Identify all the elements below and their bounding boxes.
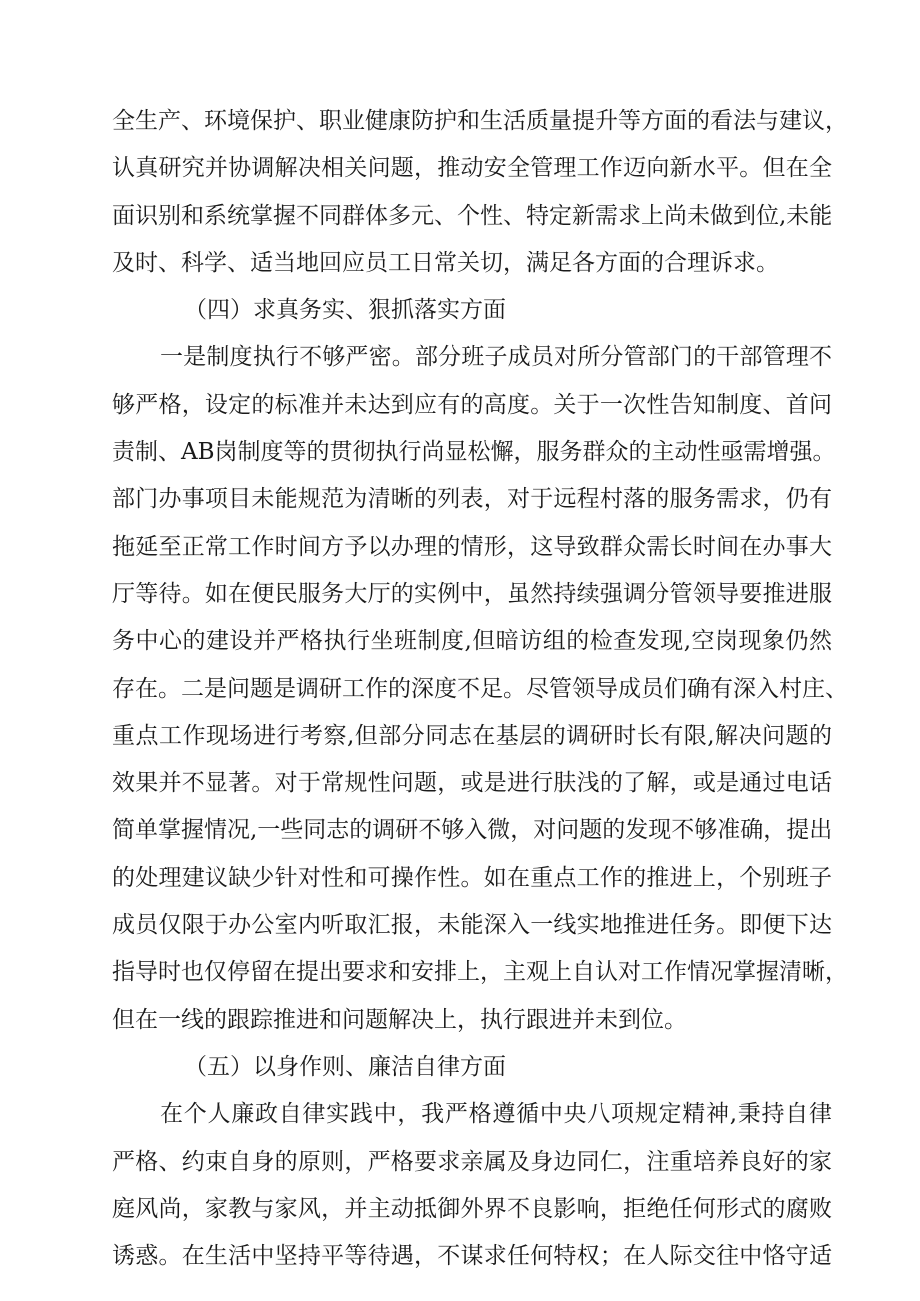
text-line: 庭风尚，家教与家风，并主动抵御外界不良影响，拒绝任何形式的腐败 [112, 1195, 832, 1222]
text-line: 全生产、环境保护、职业健康防护和生活质量提升等方面的看法与建议， [112, 108, 848, 134]
text-line: 效果并不显著。对于常规性问题，或是进行肤浅的了解，或是通过电话 [112, 770, 832, 797]
text-line: 存在。二是问题是调研工作的深度不足。尽管领导成员们确有深入村庄、 [112, 675, 848, 702]
text-line: 厅等待。如在便民服务大厅的实例中，虽然持续强调分管领导要推进服 [112, 580, 832, 607]
text-line: 指导时也仅停留在提出要求和安排上，主观上自认对工作情况掌握清晰， [112, 959, 848, 986]
section-heading-five: （五）以身作则、廉洁自律方面 [184, 1053, 506, 1080]
text-line: 及时、科学、适当地回应员工日常关切，满足各方面的合理诉求。 [112, 249, 779, 276]
text-line: 拖延至正常工作时间方予以办理的情形，这导致群众需长时间在办事大 [112, 533, 832, 560]
text-line: 面识别和系统掌握不同群体多元、个性、特定新需求上尚未做到位,未能 [112, 202, 833, 229]
text-line: 严格、约束自身的原则，严格要求亲属及身边同仁，注重培养良好的家 [112, 1148, 832, 1175]
text-line: 成员仅限于办公室内听取汇报，未能深入一线实地推进任务。即便下达 [112, 912, 832, 939]
document-body [112, 98, 848, 1280]
text-line: 责制、AB岗制度等的贯彻执行尚显松懈，服务群众的主动性亟需增强。 [112, 439, 836, 466]
text-line: 但在一线的跟踪推进和问题解决上，执行跟进并未到位。 [112, 1006, 687, 1033]
text-line: 认真研究并协调解决相关问题，推动安全管理工作迈向新水平。但在全 [112, 155, 832, 182]
text-line: 在个人廉政自律实践中，我严格遵循中央八项规定精神,秉持自律 [160, 1101, 832, 1128]
text-line: 部门办事项目未能规范为清晰的列表，对于远程村落的服务需求，仍有 [112, 486, 832, 513]
text-line: 够严格，设定的标准并未达到应有的高度。关于一次性告知制度、首问 [112, 391, 832, 418]
text-line: 简单掌握情况,一些同志的调研不够入微，对问题的发现不够准确，提出 [112, 817, 833, 844]
section-heading-four: （四）求真务实、狠抓落实方面 [184, 297, 506, 324]
text-line: 的处理建议缺少针对性和可操作性。如在重点工作的推进上，个别班子 [112, 864, 832, 891]
text-line: 一是制度执行不够严密。部分班子成员对所分管部门的干部管理不 [160, 344, 832, 371]
text-line: 重点工作现场进行考察,但部分同志在基层的调研时长有限,解决问题的 [112, 722, 832, 749]
text-line: 务中心的建设并严格执行坐班制度,但暗访组的检查发现,空岗现象仍然 [112, 628, 832, 655]
text-line: 诱惑。在生活中坚持平等待遇，不谋求任何特权；在人际交往中恪守适 [112, 1243, 832, 1270]
